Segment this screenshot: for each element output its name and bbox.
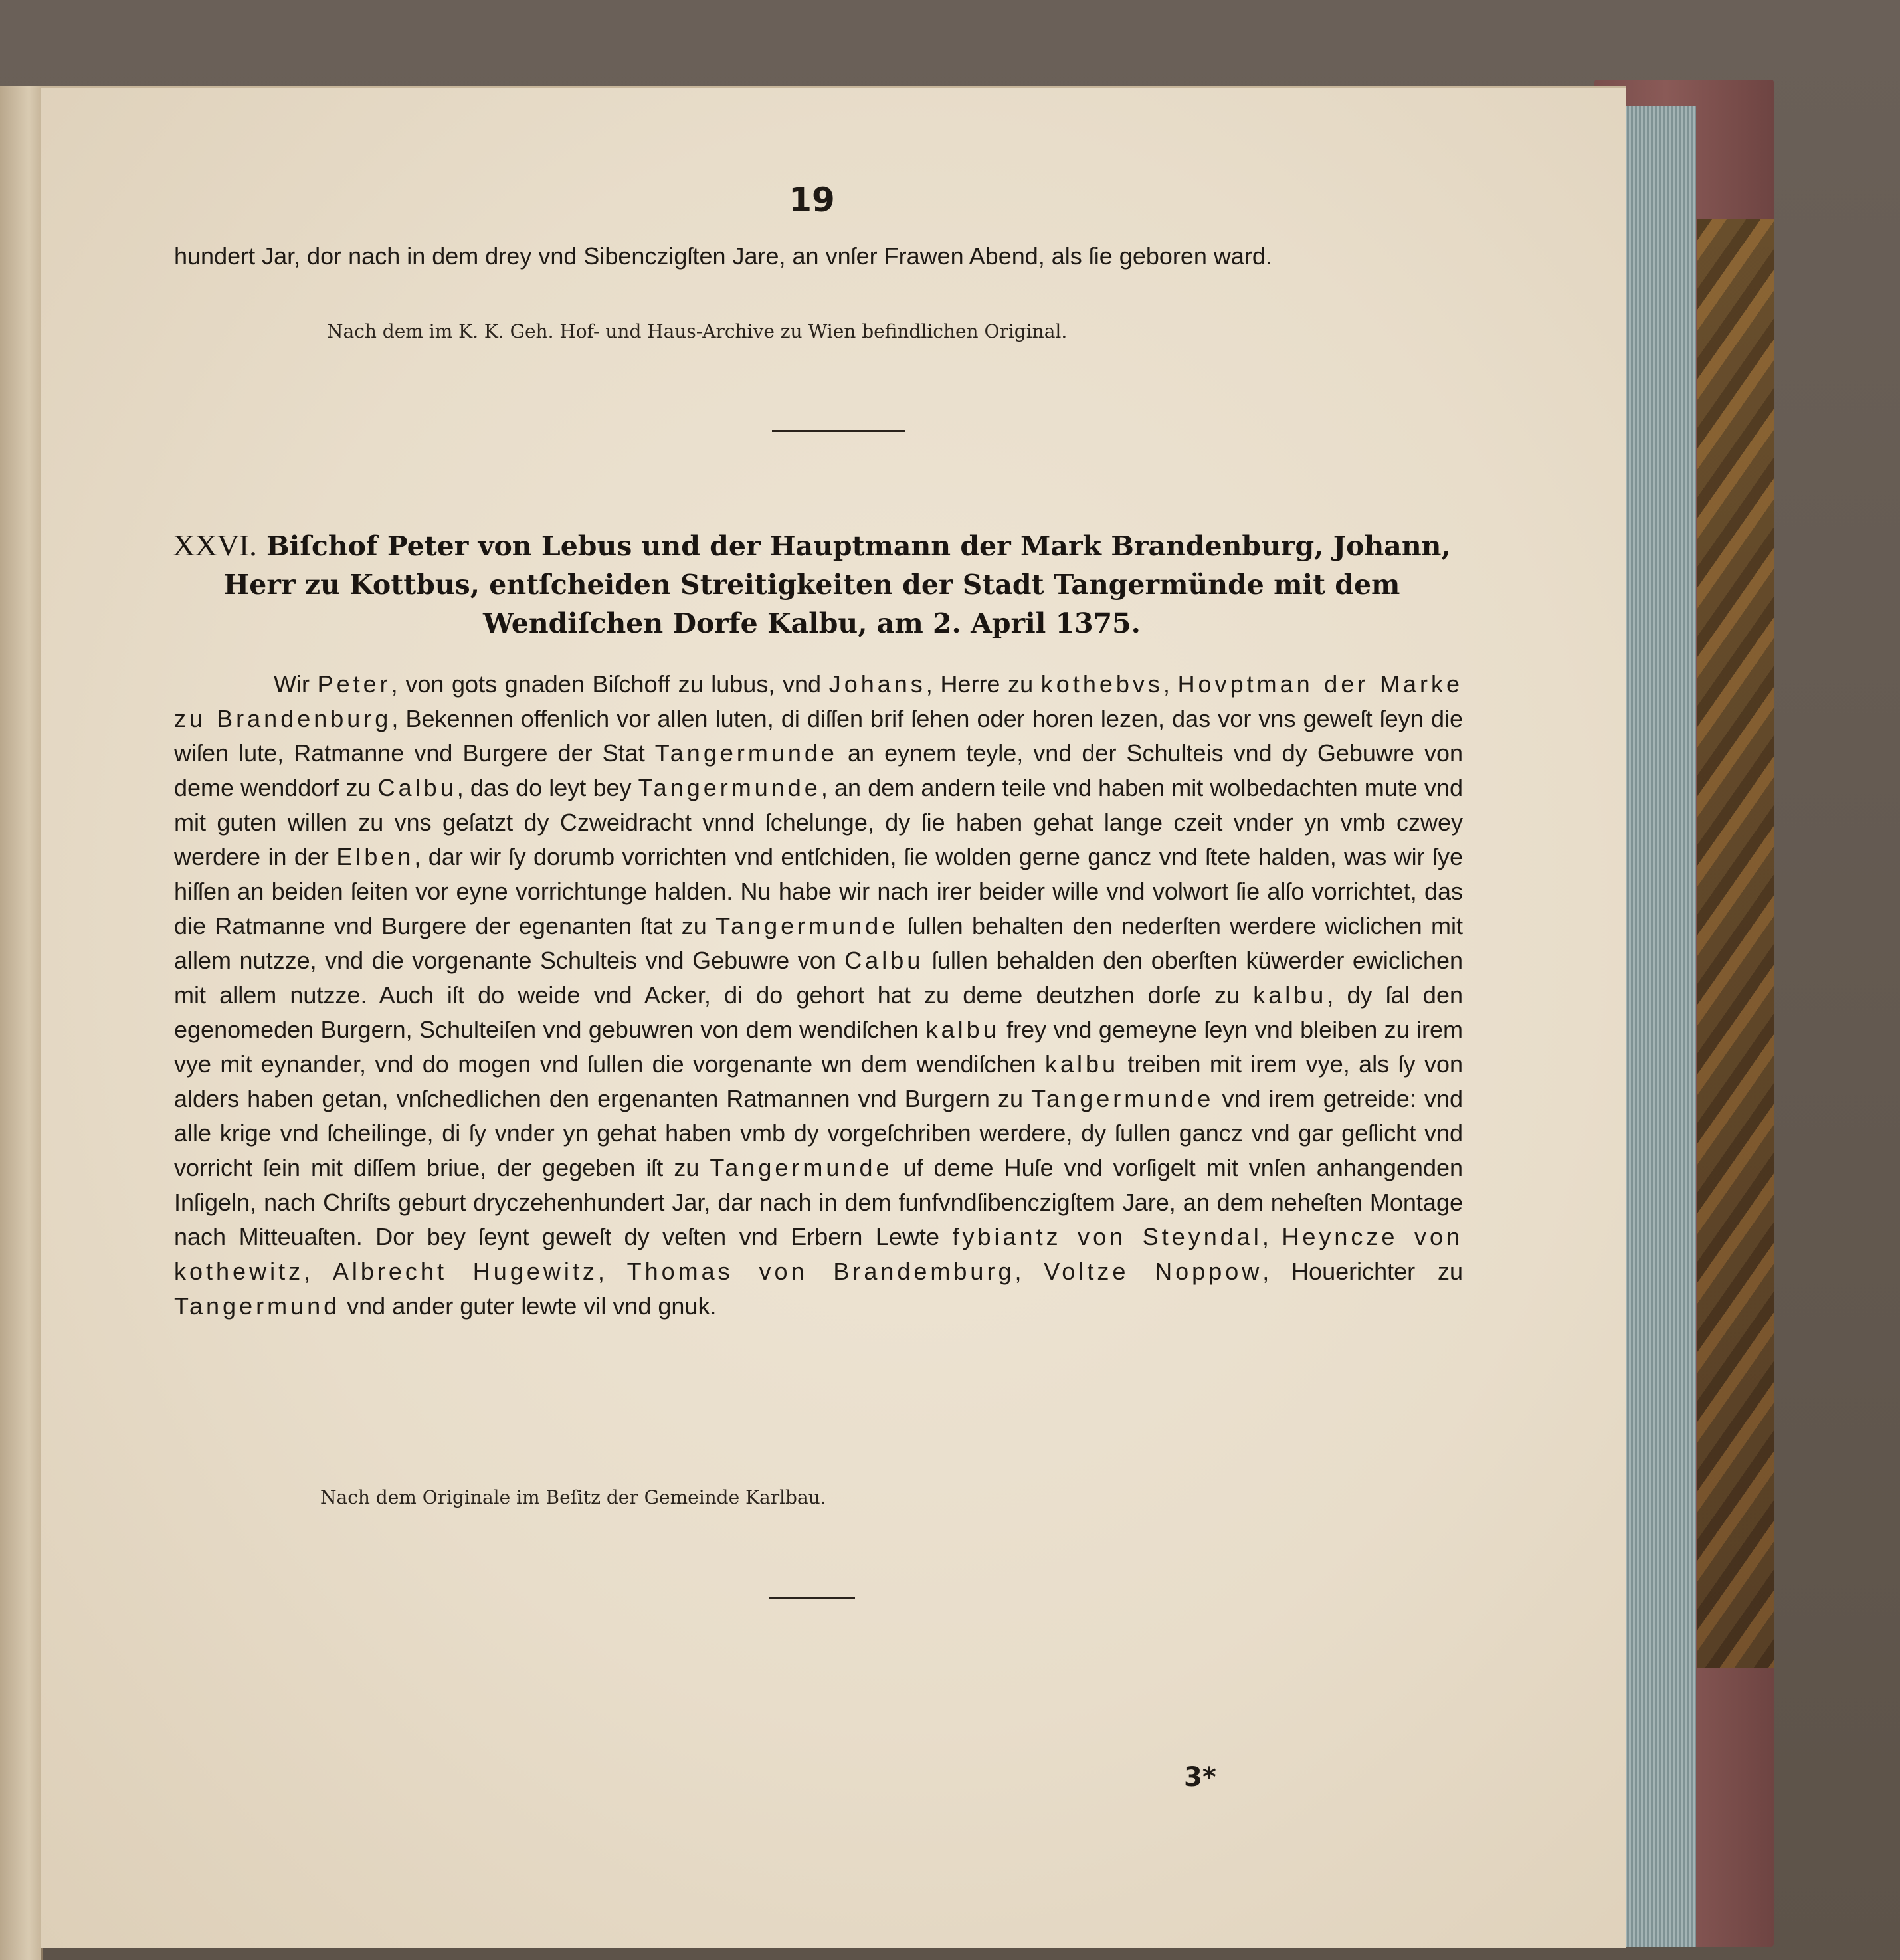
- spaced-name: kalbu: [1253, 981, 1327, 1009]
- text-run: treiben mit irem vye, als ſy von alders haben getan, vnſchedlichen den ergenanten Ratmannen vnd Burgern zu: [174, 1050, 1463, 1112]
- text-run: ,: [1163, 670, 1178, 698]
- text-run: vnd ander guter lewte vil vnd gnuk.: [340, 1292, 717, 1320]
- spaced-name: Tangermunde: [638, 774, 821, 801]
- spaced-name: Johans: [828, 670, 926, 698]
- text-run: ,: [597, 1258, 627, 1285]
- spaced-name: Albrecht Hugewitz: [332, 1258, 598, 1285]
- spaced-name: Heyncze von kothewitz: [174, 1223, 1464, 1285]
- spaced-name: Voltze Noppow: [1044, 1258, 1263, 1285]
- signature-mark: 3*: [1184, 1762, 1216, 1793]
- spaced-name: Tangermund: [174, 1292, 341, 1320]
- spaced-name: Calbu: [844, 947, 924, 974]
- section-divider: [772, 430, 905, 432]
- spaced-name: Thomas von Brandemburg: [626, 1258, 1015, 1285]
- text-run: ſullen behalden den oberſten küwerder ewiclichen mit allem nutzze. Auch iſt do weide vnd Acker, di do gehort hat zu deme deutzhen dorſe zu: [174, 947, 1463, 1009]
- text-run: uf deme Huſe vnd vorſigelt mit vnſen anhangenden Inſigeln, nach Chriſts geburt dryczehenhundert Jar, dar nach in dem funfvndſibenczigſtem Jare, an dem neheſten Montage nach Mitteuaſten. Dor bey ſeynt geweſt dy veſten vnd Erbern Lewte: [174, 1154, 1464, 1250]
- page-block-edge: [1621, 106, 1696, 1947]
- spaced-name: kalbu: [925, 1016, 1000, 1043]
- text-run: , Herre zu: [925, 670, 1041, 698]
- document-source-note: Nach dem Originale im Beſitz der Gemeinde Karlbau.: [320, 1486, 826, 1508]
- spaced-name: Tangermunde: [715, 912, 899, 939]
- book-page: [41, 86, 1626, 1948]
- previous-document-continuation: hundert Jar, dor nach in dem drey vnd Sibenczigſten Jare, an vnſer Frawen Abend, als ſie geboren ward.: [174, 243, 1272, 270]
- text-run: an eynem teyle, vnd der Schulteis vnd dy Gebuwre von deme wenddorf zu: [174, 739, 1463, 801]
- text-run: , dar wir ſy dorumb vorrichten vnd entſchiden, ſie wolden gerne gancz vnd ſtete halden, was wir ſye hiſſen an beiden ſeiten vor eyne vorrichtunge halden. Nu habe wir nach irer beider wille vnd volwort ſie alſo vorrichtet, das die Ratmanne vnd Burgere der egenanten ſtat zu: [174, 843, 1463, 939]
- text-run: ,: [304, 1258, 333, 1285]
- closing-divider: [769, 1597, 855, 1599]
- text-run: , von gots gnaden Biſchoff zu lubus, vnd: [391, 670, 829, 698]
- text-run: ſullen behalten den nederſten werdere wiclichen mit allem nutzze, vnd die vorgenante Schulteis vnd Gebuwre von: [174, 912, 1463, 974]
- text-run: frey vnd gemeyne ſeyn vnd bleiben zu irem vye mit eynander, vnd do mogen vnd ſullen die vorgenante wn dem wendiſchen: [174, 1016, 1463, 1078]
- text-run: ,: [1262, 1223, 1282, 1250]
- text-run: ,: [1014, 1258, 1044, 1285]
- text-run: , dy ſal den egenomeden Burgern, Schulteiſen vnd gebuwren von dem wendiſchen: [174, 981, 1463, 1043]
- text-run: , das do leyt bey: [456, 774, 638, 801]
- spaced-name: Tangermunde: [710, 1154, 893, 1181]
- text-run: , Houerichter zu: [1262, 1258, 1463, 1285]
- text-run: , Bekennen offenlich vor allen luten, di diſſen brif ſehen oder horen lezen, das vor vns geweſt ſeyn die wiſen lute, Ratmanne vnd Burgere der Stat: [174, 705, 1463, 767]
- text-run: vnd irem getreide: vnd alle krige vnd ſcheilinge, di ſy vnder yn gehat haben vmb dy vorgeſchriben werdere, dy ſullen gancz vnd gar geſlicht vnd vorricht ſein mit diſſem briue, der gegeben iſt zu: [174, 1085, 1463, 1181]
- spaced-name: Tangermunde: [1031, 1085, 1214, 1112]
- facing-page-edge: [0, 86, 43, 1960]
- spaced-name: Hovptman der Marke zu Brandenburg: [174, 670, 1463, 732]
- spaced-name: Tangermunde: [654, 739, 838, 767]
- text-run: Wir: [274, 670, 318, 698]
- page-number: 19: [789, 181, 835, 219]
- marbled-endpaper: [1697, 219, 1774, 1668]
- document-heading: [167, 526, 1456, 642]
- spaced-name: Elben: [336, 843, 415, 870]
- document-title: Biſchof Peter von Lebus und der Hauptmann der Mark Brandenburg, Johann, Herr zu Kottbus, entſcheiden Streitigkeiten der Stadt Tangermünde mit dem Wendiſchen Dorfe Kalbu, am 2. April 1375.: [223, 530, 1451, 639]
- text-run: , an dem andern teile vnd haben mit wolbedachten mute vnd mit guten willen zu vns geſatzt dy Czweidracht vnnd ſchelunge, dy ſie haben gehat lange czeit vnder yn vmb czwey werdere in der: [174, 774, 1463, 870]
- spaced-name: kalbu: [1044, 1050, 1119, 1078]
- document-text: [174, 667, 1463, 1323]
- spaced-name: Peter: [317, 670, 391, 698]
- previous-source-note: Nach dem im K. K. Geh. Hof- und Haus-Archive zu Wien befindlichen Original.: [327, 320, 1068, 342]
- document-number: XXVI.: [173, 528, 257, 562]
- spaced-name: kothebvs: [1040, 670, 1163, 698]
- spaced-name: Calbu: [377, 774, 457, 801]
- spaced-name: fybiantz von Steyndal: [952, 1223, 1262, 1250]
